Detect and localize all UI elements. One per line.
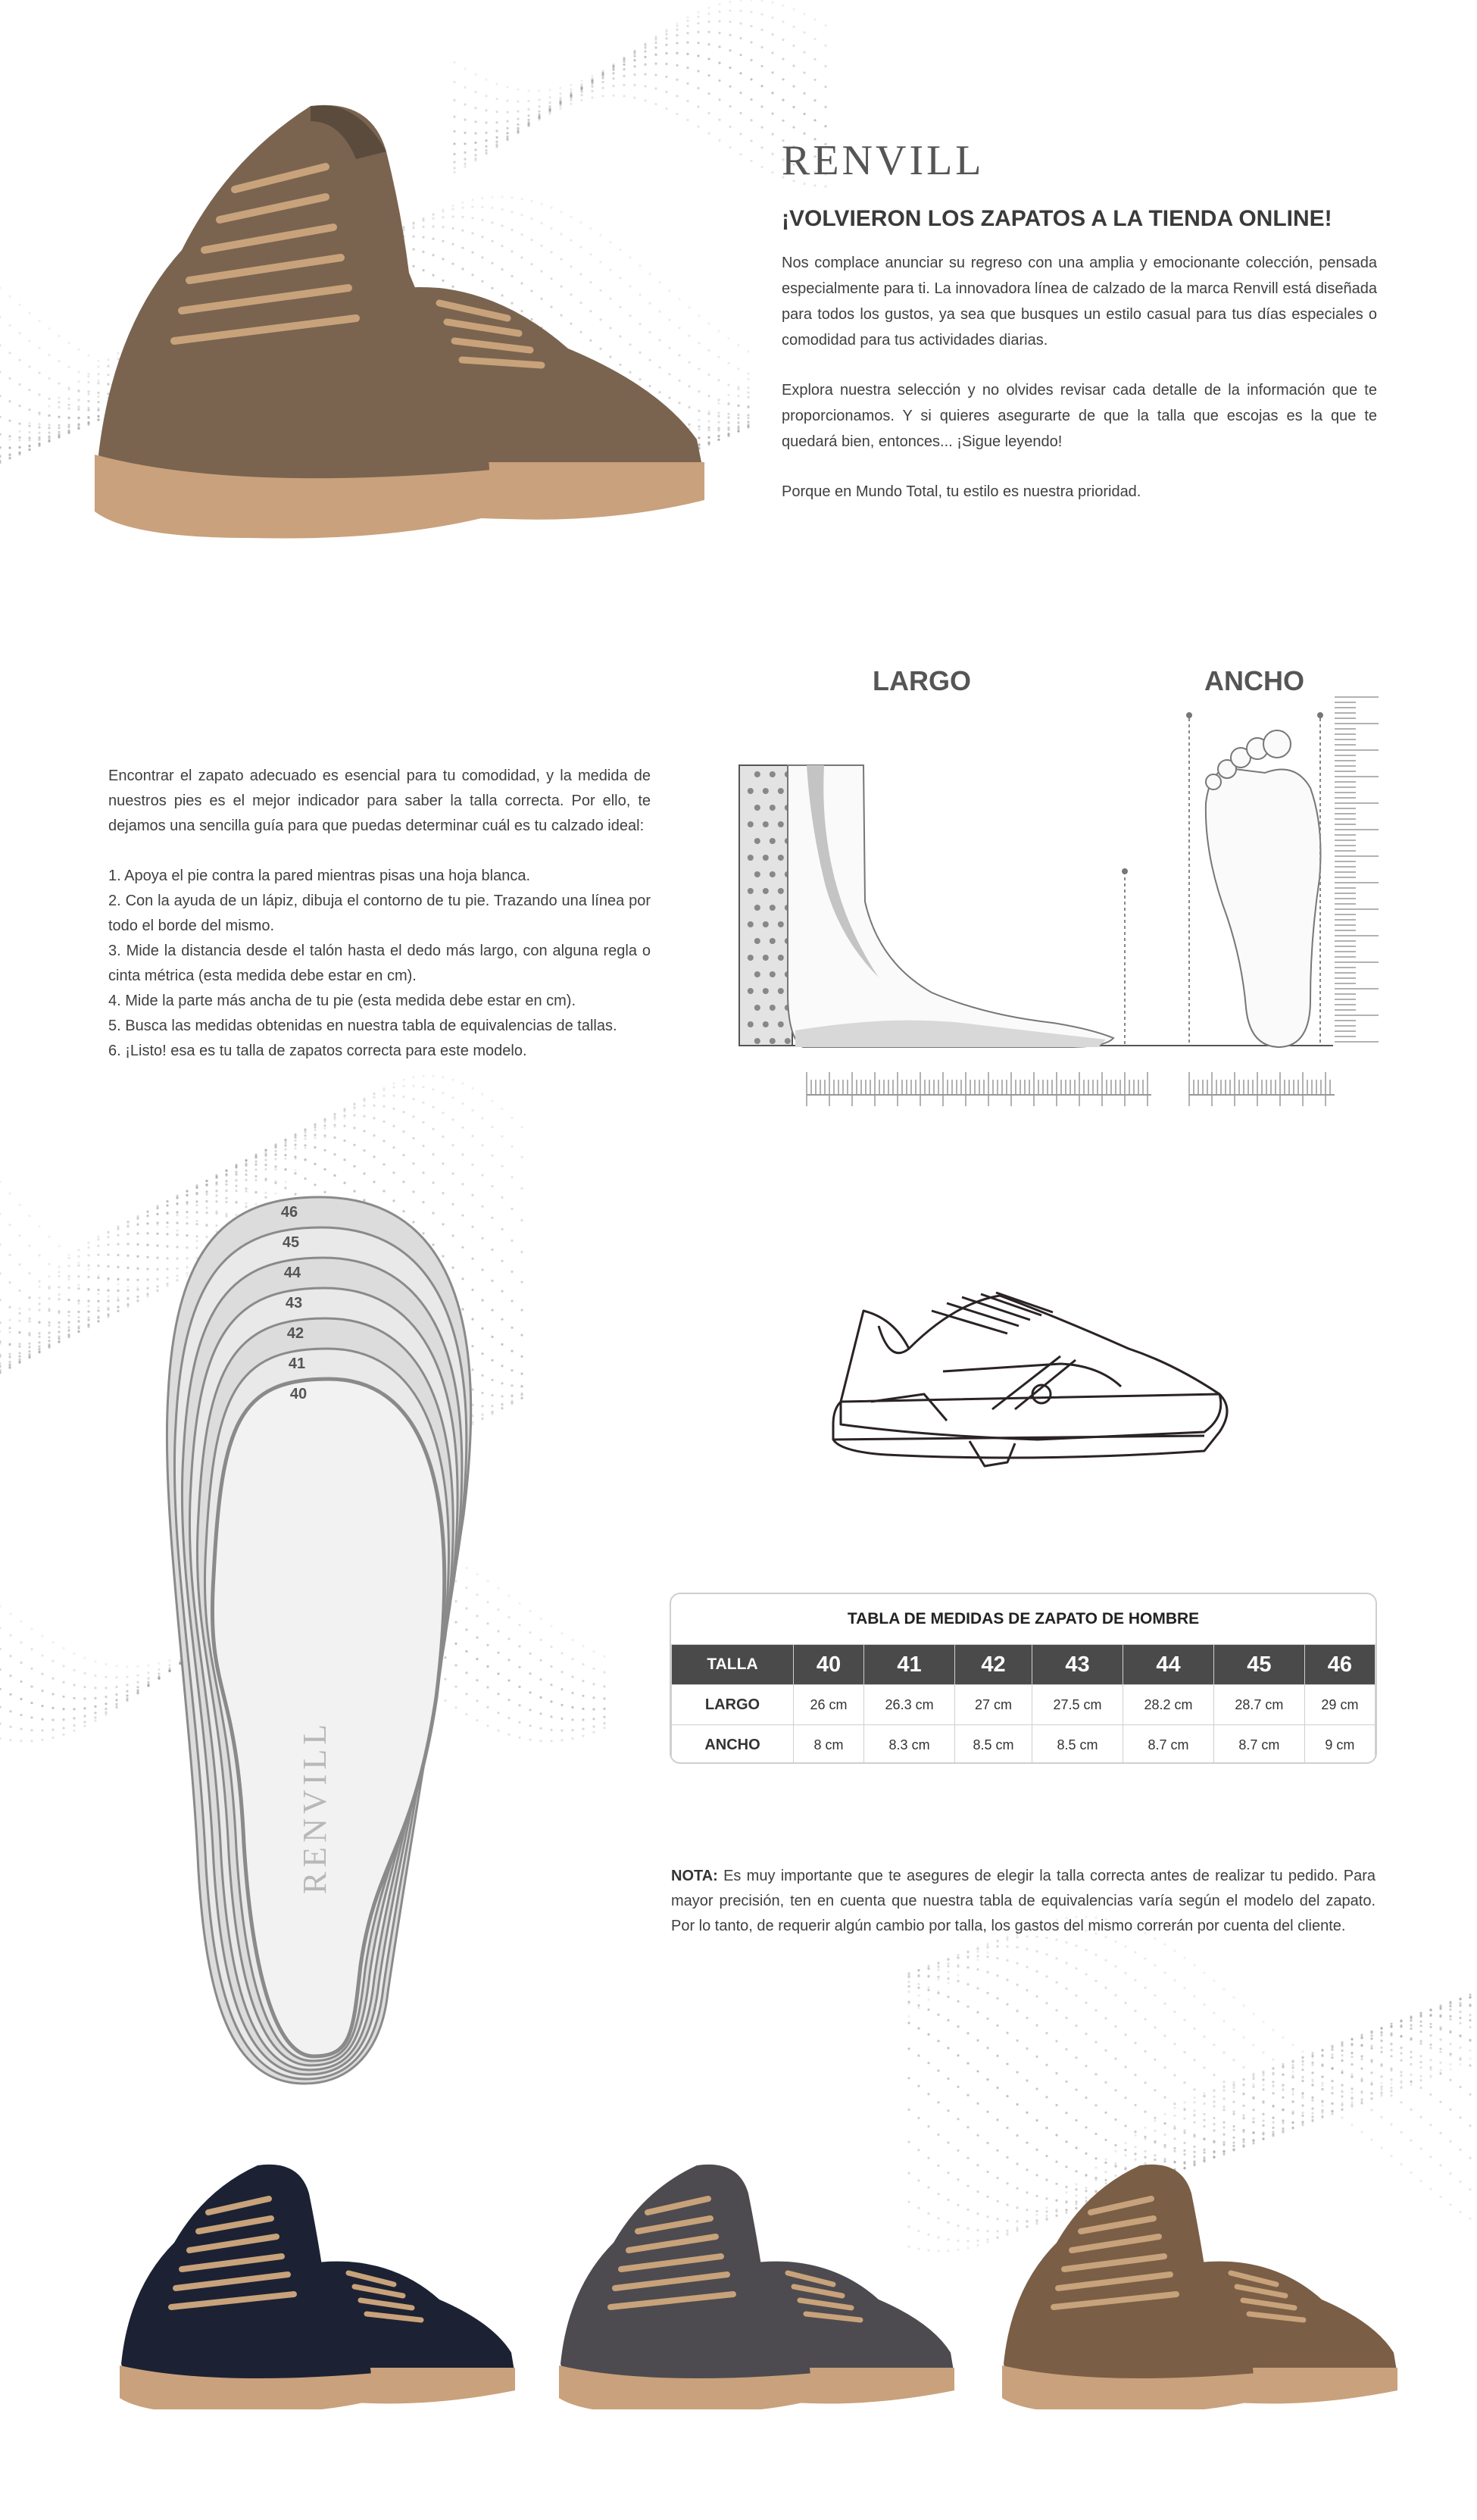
brand-logo: RENVILL (782, 137, 985, 184)
size-column-header: 43 (1032, 1645, 1123, 1685)
intro-paragraph: Porque en Mundo Total, tu estilo es nuestra prioridad. (782, 483, 1141, 500)
guide-step: 1. Apoya el pie contra la pared mientras pisas una hoja blanca. (108, 868, 531, 884)
insole-size-diagram (151, 1190, 500, 2099)
table-cell: 26.3 cm (864, 1685, 955, 1725)
size-note (671, 1864, 1376, 1939)
measuring-guide (108, 764, 651, 1064)
insole-size-label: 42 (286, 1325, 304, 1342)
product-image-brown (996, 2159, 1405, 2409)
row-label: ANCHO (672, 1725, 794, 1765)
insole-size-label: 41 (288, 1355, 306, 1372)
table-cell: 28.7 cm (1213, 1685, 1304, 1725)
table-cell: 28.2 cm (1123, 1685, 1214, 1725)
insole-size-label: 46 (280, 1204, 298, 1221)
insole-size-label: 43 (285, 1295, 303, 1312)
guide-step: 2. Con la ayuda de un lápiz, dibuja el contorno de tu pie. Trazando una línea por todo el borde del mismo. (108, 893, 651, 934)
hero-sneaker-image (83, 98, 720, 553)
table-cell: 26 cm (794, 1685, 864, 1725)
ancho-label: ANCHO (1204, 665, 1304, 696)
guide-step: 5. Busca las medidas obtenidas en nuestra tabla de equivalencias de tallas. (108, 1018, 617, 1034)
table-header-label: TALLA (672, 1645, 794, 1685)
insole-size-label: 45 (282, 1234, 300, 1251)
size-table-grid (671, 1644, 1376, 1764)
intro-paragraph: Explora nuestra selección y no olvides revisar cada detalle de la información que te proporcionamos. Y si quieres asegurarte de que la talla que escojas es la que te quedará bien, entonces... ¡Sigue leyendo! (782, 382, 1377, 450)
table-cell: 8.3 cm (864, 1725, 955, 1765)
table-cell: 27 cm (955, 1685, 1032, 1725)
note-text: Es muy importante que te asegures de elegir la talla correcta antes de realizar tu pedido. Para mayor precisión, ten en cuenta que nuestra tabla de equivalencias varía según el modelo del zapato. Por lo tanto, de requerir algún cambio por talla, los gastos del mismo correrán por cuenta del cliente. (671, 1868, 1376, 1934)
insole-size-label: 44 (283, 1265, 301, 1281)
guide-step: 4. Mide la parte más ancha de tu pie (esta medida debe estar en cm). (108, 993, 576, 1009)
guide-step: 6. ¡Listo! esa es tu talla de zapatos correcta para este modelo. (108, 1043, 527, 1059)
size-column-header: 44 (1123, 1645, 1214, 1685)
largo-label: LARGO (873, 665, 971, 696)
size-table-title: TABLA DE MEDIDAS DE ZAPATO DE HOMBRE (847, 1610, 1200, 1627)
table-cell: 8 cm (794, 1725, 864, 1765)
row-label: LARGO (672, 1685, 794, 1725)
sneaker-line-art (810, 1280, 1235, 1477)
table-cell: 8.7 cm (1123, 1725, 1214, 1765)
size-column-header: 46 (1304, 1645, 1375, 1685)
top-foot-outline (1206, 769, 1321, 1047)
table-row (672, 1685, 1376, 1725)
note-label: NOTA: (671, 1868, 718, 1884)
insole-brand-text: RENVILL (296, 1719, 333, 1894)
size-column-header: 40 (794, 1645, 864, 1685)
intro-headline: ¡VOLVIERON LOS ZAPATOS A LA TIENDA ONLINE! (782, 206, 1332, 231)
intro-paragraph: Nos complace anunciar su regreso con una amplia y emocionante colección, pensada especialmente para ti. La innovadora línea de calzado de la marca Renvill está diseñada para todos los gustos, ya sea que busques un estilo casual para tus días especiales o comodidad para tus actividades diarias. (782, 255, 1377, 349)
table-cell: 8.5 cm (1032, 1725, 1123, 1765)
insole-size-label: 40 (289, 1386, 308, 1402)
size-column-header: 41 (864, 1645, 955, 1685)
size-column-header: 42 (955, 1645, 1032, 1685)
guide-step: 3. Mide la distancia desde el talón hasta el dedo más largo, con alguna regla o cinta métrica (esta medida debe estar en cm). (108, 943, 651, 984)
intro-text (782, 250, 1377, 529)
product-image-navy (114, 2159, 523, 2409)
table-header-row (672, 1645, 1376, 1685)
size-table (670, 1593, 1377, 1764)
size-column-header: 45 (1213, 1645, 1304, 1685)
guide-intro: Encontrar el zapato adecuado es esencial para tu comodidad, y la medida de nuestros pies es el mejor indicador para saber la talla correcta. Por ello, te dejamos una sencilla guía para que puedas determinar cuál es tu calzado ideal: (108, 768, 651, 834)
table-cell: 29 cm (1304, 1685, 1375, 1725)
table-cell: 8.5 cm (955, 1725, 1032, 1765)
table-cell: 9 cm (1304, 1725, 1375, 1765)
foot-measurement-diagram (735, 689, 1386, 1106)
product-image-grey (553, 2159, 962, 2409)
wall (739, 765, 792, 1046)
table-row (672, 1725, 1376, 1765)
table-cell: 27.5 cm (1032, 1685, 1123, 1725)
table-cell: 8.7 cm (1213, 1725, 1304, 1765)
